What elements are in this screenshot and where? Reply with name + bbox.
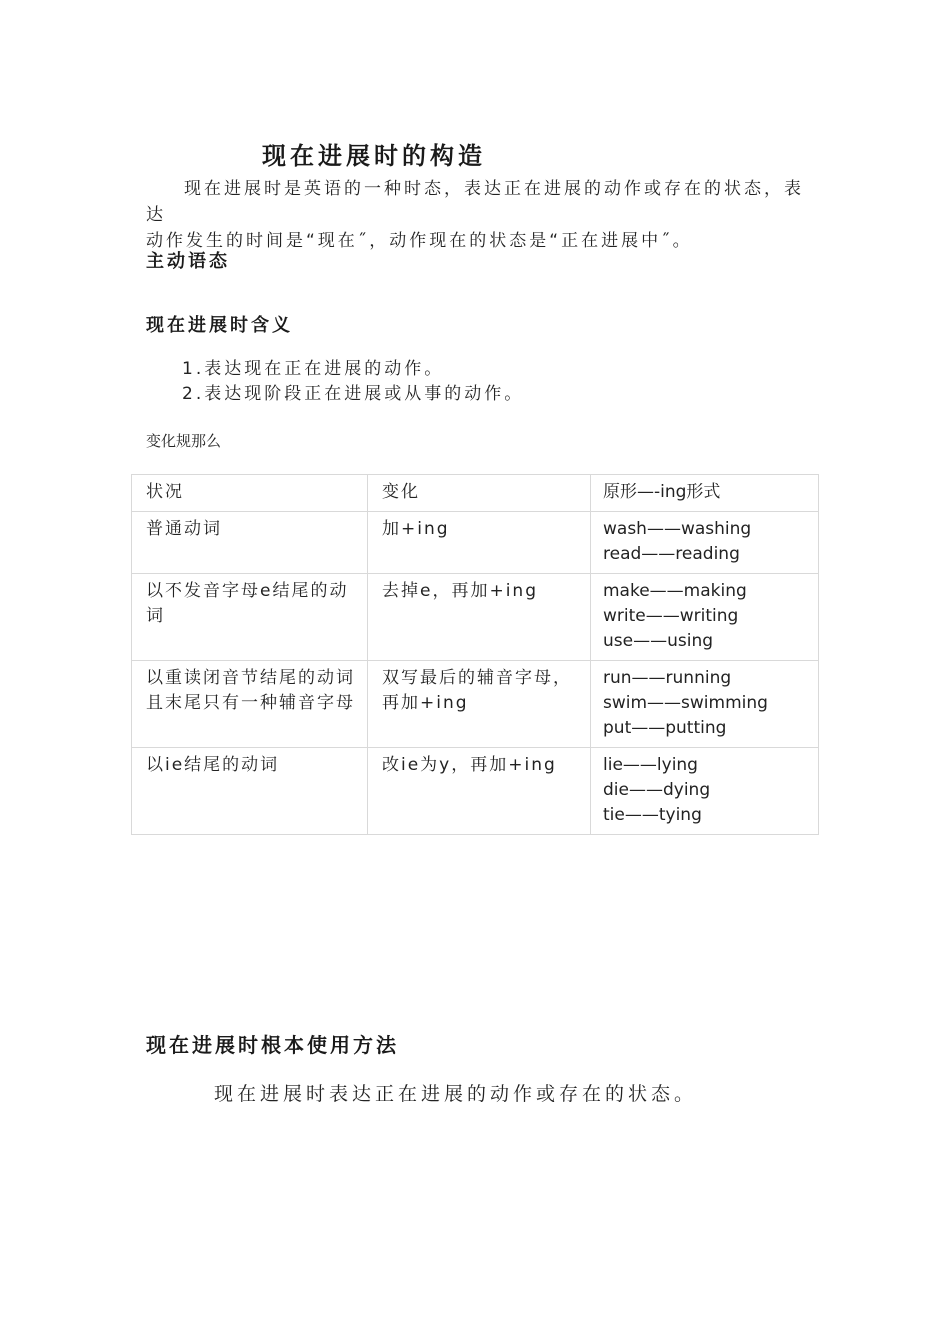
page-title: 现在进展时的构造 [262,142,486,170]
cell-change: 加+ing [368,512,591,574]
table-row [132,512,819,574]
rules-table [131,474,819,835]
column-header-condition: 状况 [132,475,368,512]
table-row [132,661,819,748]
form-example: put——putting [603,718,727,738]
form-example: make——making [603,581,747,601]
column-header-change: 变化 [368,475,591,512]
meaning-list [182,357,524,407]
form-example: tie——tying [603,805,702,825]
rules-label: 变化规那么 [146,432,222,450]
list-item: 1.表达现在正在进展的动作。 [182,359,445,379]
intro-line-1: 现在进展时是英语的一种时态，表达正在进展的动作或存在的状态，表达 [146,179,804,225]
form-example: run——running [603,668,732,688]
form-example: write——writing [603,606,739,626]
cell-forms [591,661,819,748]
cell-change: 去掉e，再加+ing [368,574,591,661]
cell-forms [591,748,819,835]
form-example: use——using [603,631,714,651]
form-example: wash——washing [603,519,752,539]
table-header-row [132,475,819,512]
cell-forms [591,512,819,574]
form-example: read——reading [603,544,740,564]
section-heading-active-voice: 主动语态 [146,251,230,272]
section-heading-meaning: 现在进展时含义 [146,315,293,336]
form-example: die——dying [603,780,711,800]
usage-paragraph: 现在进展时表达正在进展的动作或存在的状态。 [214,1083,698,1105]
cell-forms [591,574,819,661]
intro-paragraph [146,176,806,254]
cell-change: 改ie为y，再加+ing [368,748,591,835]
cell-condition: 普通动词 [132,512,368,574]
cell-condition: 以重读闭音节结尾的动词且末尾只有一种辅音字母 [132,661,368,748]
cell-change: 双写最后的辅音字母，再加+ing [368,661,591,748]
form-example: lie——lying [603,755,698,775]
section-heading-usage: 现在进展时根本使用方法 [146,1033,399,1057]
cell-condition: 以ie结尾的动词 [132,748,368,835]
column-header-form: 原形—-ing形式 [591,475,819,512]
table-row [132,748,819,835]
cell-condition: 以不发音字母e结尾的动词 [132,574,368,661]
form-example: swim——swimming [603,693,768,713]
list-item: 2.表达现阶段正在进展或从事的动作。 [182,384,525,404]
intro-line-2: 动作发生的时间是“现在˝，动作现在的状态是“正在进展中˝。 [146,231,693,251]
table-row [132,574,819,661]
